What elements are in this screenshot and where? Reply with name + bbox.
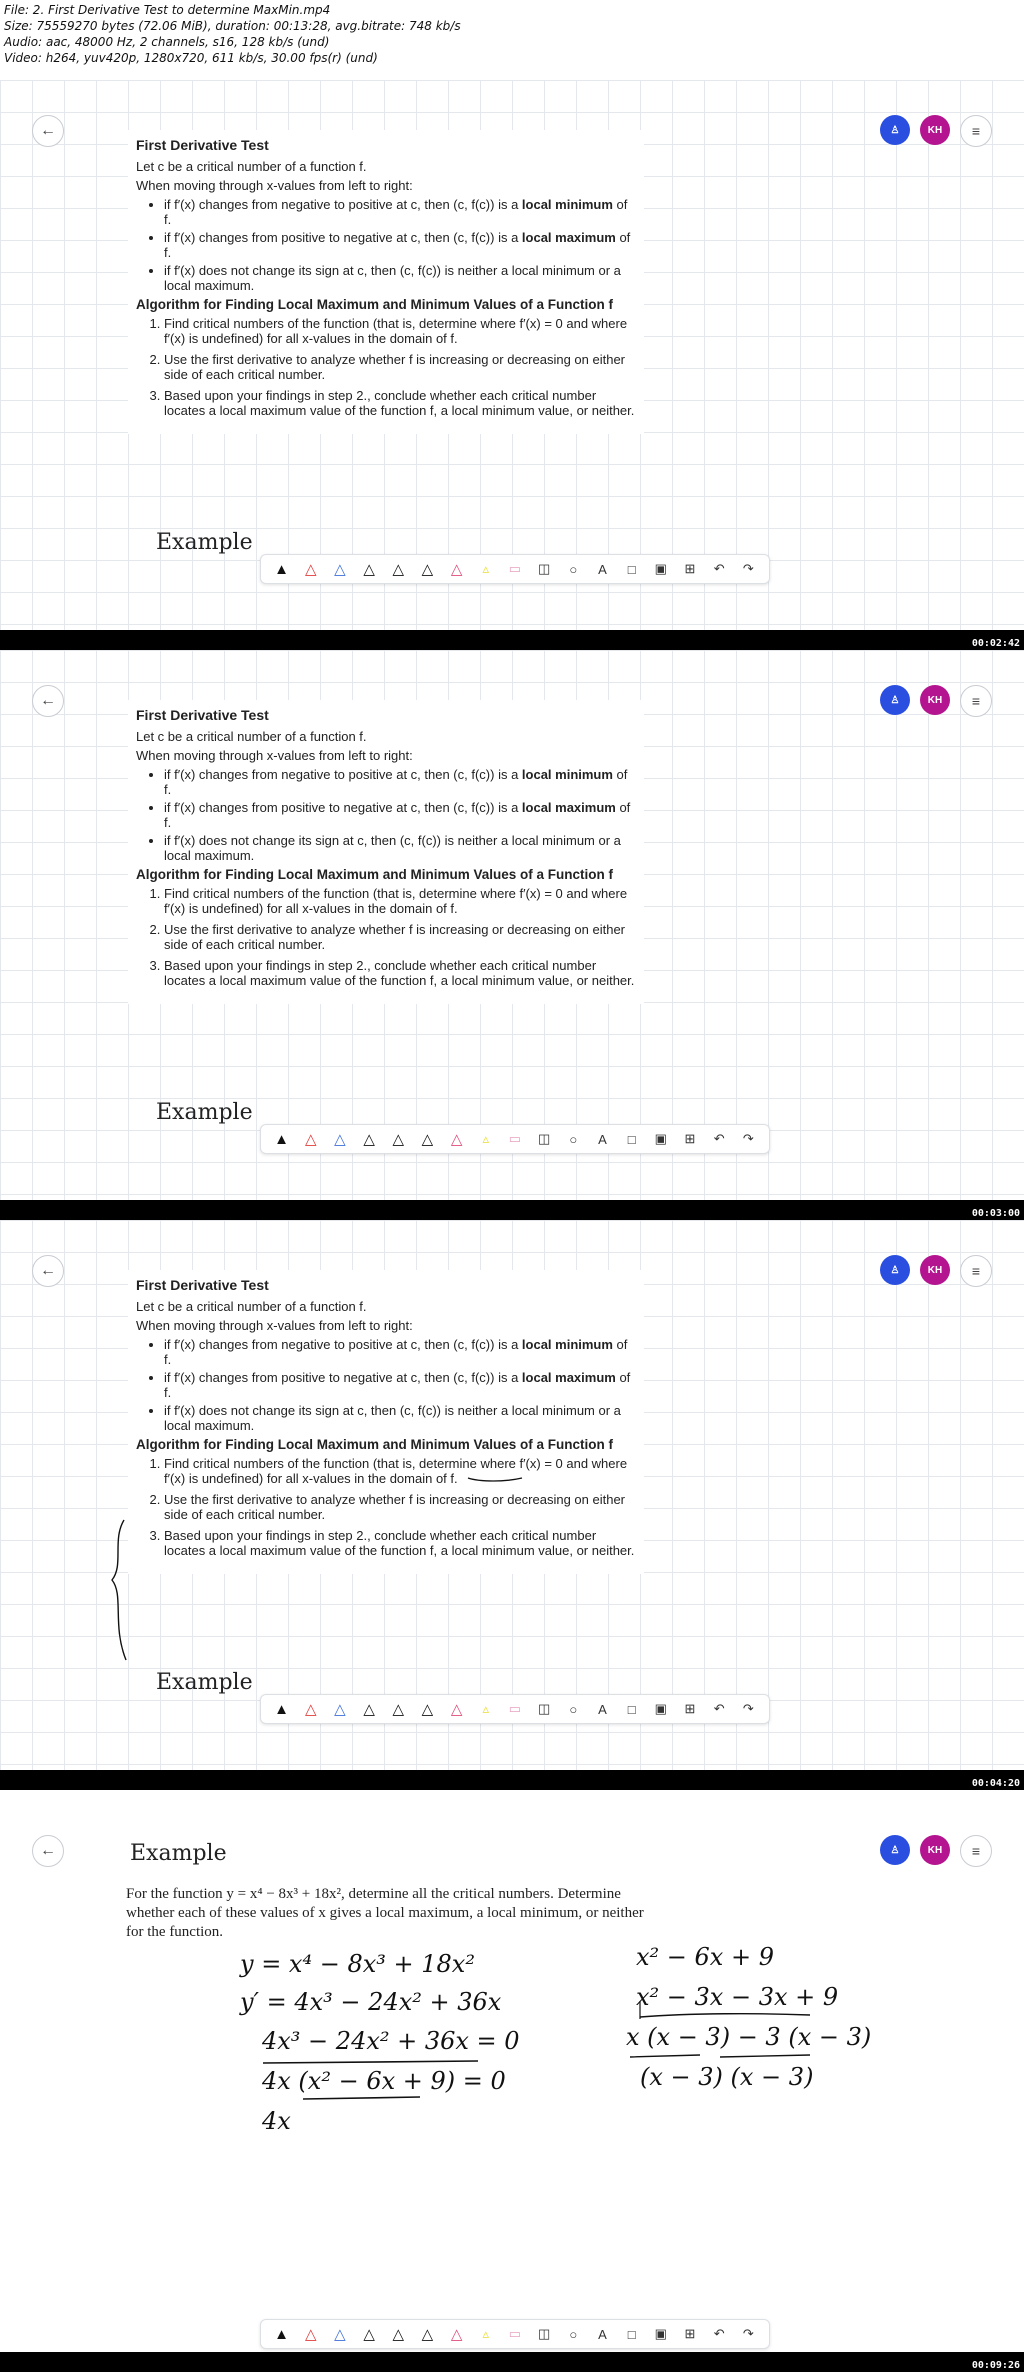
- video-frame: [0, 80, 1024, 650]
- example-title: Example: [130, 1841, 227, 1866]
- video-frame: [0, 650, 1024, 1220]
- pen-pink-icon[interactable]: △: [450, 2326, 463, 2343]
- lesson-when: When moving through x-values from left to right:: [136, 178, 413, 193]
- audio-info-line: Audio: aac, 48000 Hz, 2 channels, s16, 128 kb/s (und): [4, 35, 330, 49]
- back-button[interactable]: [32, 1835, 64, 1867]
- pen-outline-icon[interactable]: △: [421, 561, 434, 578]
- arrow-left-icon: ←: [40, 1262, 56, 1279]
- handwritten-line: x² − 6x + 9: [636, 1943, 774, 1971]
- image-icon[interactable]: ▣: [654, 561, 667, 576]
- image-icon[interactable]: ▣: [654, 1701, 667, 1716]
- inking-toolbar: [260, 1124, 770, 1154]
- pen-gray-icon[interactable]: △: [392, 2326, 405, 2343]
- search-icon[interactable]: ○: [569, 1701, 578, 1717]
- file-info-header: [0, 0, 1024, 80]
- pen-gray-icon[interactable]: △: [392, 1131, 405, 1148]
- eraser-icon[interactable]: ▭: [508, 1701, 522, 1716]
- list-item: • if f′(x) does not change its sign at c, then (c, f(c)) is neither a local minimum or a local maximum.: [164, 833, 636, 863]
- inking-toolbar: [260, 554, 770, 584]
- menu-button[interactable]: [960, 1255, 992, 1287]
- shape-icon[interactable]: □: [627, 1131, 636, 1147]
- lesson-intro: Let c be a critical number of a function f.: [136, 729, 367, 744]
- back-button[interactable]: [32, 115, 64, 147]
- example-handwritten-label: Example: [156, 1670, 253, 1695]
- user-avatar[interactable]: [880, 685, 910, 715]
- video-info-line: Video: h264, yuv420p, 1280x720, 611 kb/s, 30.00 fps(r) (und): [4, 51, 378, 65]
- pen-red-icon[interactable]: △: [304, 1131, 317, 1148]
- pen-black-icon[interactable]: ▲: [274, 1130, 289, 1148]
- pen-blue-icon[interactable]: △: [334, 1701, 346, 1718]
- user-avatar[interactable]: [880, 115, 910, 145]
- lasso-icon[interactable]: ◫: [537, 2326, 551, 2341]
- list-item: 2. Use the first derivative to analyze whether f is increasing or decreasing on either side of each critical number.: [164, 352, 636, 382]
- inking-toolbar: [260, 1694, 770, 1724]
- pen-red-icon[interactable]: △: [304, 2326, 317, 2343]
- handwritten-line: x (x − 3) − 3 (x − 3): [626, 2023, 872, 2051]
- eraser-icon[interactable]: ▭: [508, 1131, 522, 1146]
- person-icon: ♙: [890, 124, 900, 136]
- redo-icon[interactable]: ↷: [742, 1701, 754, 1716]
- add-page-icon[interactable]: ⊞: [684, 2326, 696, 2341]
- user-avatar[interactable]: [880, 1835, 910, 1865]
- algorithm-title: Algorithm for Finding Local Maximum and Minimum Values of a Function f: [136, 297, 614, 312]
- frame-timestamp: 00:02:42: [971, 638, 1020, 649]
- lesson-card: [128, 1270, 644, 1574]
- file-size-line: Size: 75559270 bytes (72.06 MiB), duration: 00:13:28, avg.bitrate: 748 kb/s: [4, 19, 461, 33]
- redo-icon[interactable]: ↷: [742, 2326, 754, 2341]
- lesson-when: When moving through x-values from left to right:: [136, 1318, 413, 1333]
- lesson-intro: Let c be a critical number of a function f.: [136, 159, 367, 174]
- pen-black-icon[interactable]: ▲: [274, 560, 289, 578]
- lesson-title: First Derivative Test: [136, 707, 269, 723]
- handwritten-line: 4x³ − 24x² + 36x = 0: [262, 2027, 520, 2055]
- highlighter-icon[interactable]: ▵: [482, 1131, 490, 1146]
- video-frame: [0, 1805, 1024, 2372]
- pen-black-icon[interactable]: ▲: [274, 2325, 289, 2343]
- person-icon: ♙: [890, 694, 900, 706]
- undo-icon[interactable]: ↶: [713, 1701, 725, 1716]
- avatar-initials: KH: [927, 124, 943, 136]
- lesson-when: When moving through x-values from left to right:: [136, 748, 413, 763]
- frame-timestamp: 00:03:00: [971, 1208, 1020, 1219]
- text-icon[interactable]: A: [598, 561, 607, 577]
- example-handwritten-label: Example: [156, 530, 253, 555]
- pen-gray-icon[interactable]: △: [392, 561, 405, 578]
- list-item: • if f′(x) changes from positive to negative at c, then (c, f(c)) is a local maximum of f.: [164, 800, 636, 830]
- list-item: 3. Based upon your findings in step 2., conclude whether each critical number locates a local maximum value of the function f, a local minimum value, or neither.: [164, 958, 636, 988]
- list-item: • if f′(x) changes from positive to negative at c, then (c, f(c)) is a local maximum of f.: [164, 1370, 636, 1400]
- handwritten-line: y = x⁴ − 8x³ + 18x²: [240, 1950, 475, 1978]
- hamburger-icon: ≡: [971, 1263, 981, 1279]
- initials-avatar[interactable]: [920, 1835, 950, 1865]
- back-button[interactable]: [32, 1255, 64, 1287]
- pen-blue-icon[interactable]: △: [334, 561, 346, 578]
- inking-toolbar: [260, 2319, 770, 2349]
- list-item: • if f′(x) changes from positive to negative at c, then (c, f(c)) is a local maximum of f.: [164, 230, 636, 260]
- pen-dark-icon[interactable]: △: [363, 1701, 375, 1718]
- handwritten-line: y′ = 4x³ − 24x² + 36x: [240, 1988, 502, 2016]
- frame-bottom-bar: [0, 1770, 1024, 1790]
- pen-dark-icon[interactable]: △: [363, 1131, 375, 1148]
- add-page-icon[interactable]: ⊞: [684, 1701, 696, 1716]
- handwritten-line: 4x: [262, 2107, 291, 2135]
- hamburger-icon: ≡: [971, 123, 981, 139]
- menu-button[interactable]: [960, 685, 992, 717]
- lasso-icon[interactable]: ◫: [537, 1131, 551, 1146]
- pen-outline-icon[interactable]: △: [421, 2326, 434, 2343]
- pen-blue-icon[interactable]: △: [334, 2326, 346, 2343]
- pen-dark-icon[interactable]: △: [363, 561, 375, 578]
- pen-pink-icon[interactable]: △: [450, 1131, 463, 1148]
- list-item: 3. Based upon your findings in step 2., conclude whether each critical number locates a local maximum value of the function f, a local minimum value, or neither.: [164, 388, 636, 418]
- handwritten-line: 4x (x² − 6x + 9) = 0: [262, 2067, 506, 2095]
- lesson-card: [128, 700, 644, 1004]
- text-icon[interactable]: A: [598, 1701, 607, 1717]
- add-page-icon[interactable]: ⊞: [684, 1131, 696, 1146]
- person-icon: ♙: [890, 1264, 900, 1276]
- algorithm-title: Algorithm for Finding Local Maximum and Minimum Values of a Function f: [136, 1437, 614, 1452]
- lasso-icon[interactable]: ◫: [537, 1701, 551, 1716]
- shape-icon[interactable]: □: [627, 1701, 636, 1717]
- lesson-intro: Let c be a critical number of a function f.: [136, 1299, 367, 1314]
- pen-outline-icon[interactable]: △: [421, 1701, 434, 1718]
- pen-outline-icon[interactable]: △: [421, 1131, 434, 1148]
- menu-button[interactable]: [960, 115, 992, 147]
- lesson-card: [128, 130, 644, 434]
- pen-red-icon[interactable]: △: [304, 561, 317, 578]
- undo-icon[interactable]: ↶: [713, 2326, 725, 2341]
- lasso-icon[interactable]: ◫: [537, 561, 551, 576]
- search-icon[interactable]: ○: [569, 1131, 578, 1147]
- shape-icon[interactable]: □: [627, 2326, 636, 2342]
- person-icon: ♙: [890, 1844, 900, 1856]
- search-icon[interactable]: ○: [569, 561, 578, 577]
- lesson-title: First Derivative Test: [136, 1277, 269, 1293]
- test-bullets: [136, 197, 636, 293]
- image-icon[interactable]: ▣: [654, 2326, 667, 2341]
- file-name-line: File: 2. First Derivative Test to determine MaxMin.mp4: [4, 3, 331, 17]
- list-item: • if f′(x) does not change its sign at c, then (c, f(c)) is neither a local minimum or a local maximum.: [164, 263, 636, 293]
- list-item: • if f′(x) does not change its sign at c, then (c, f(c)) is neither a local minimum or a local maximum.: [164, 1403, 636, 1433]
- pen-pink-icon[interactable]: △: [450, 1701, 463, 1718]
- lesson-title: First Derivative Test: [136, 137, 269, 153]
- text-icon[interactable]: A: [598, 2326, 607, 2342]
- frame-bottom-bar: [0, 1200, 1024, 1220]
- arrow-left-icon: ←: [40, 692, 56, 709]
- initials-avatar[interactable]: [920, 1255, 950, 1285]
- list-item: 1. Find critical numbers of the function (that is, determine where f′(x) = 0 and where f′(x) is undefined) for all x-values in the domain of f.: [164, 1456, 636, 1486]
- frame-bottom-bar: [0, 630, 1024, 650]
- arrow-left-icon: ←: [40, 1842, 56, 1859]
- redo-icon[interactable]: ↷: [742, 561, 754, 576]
- eraser-icon[interactable]: ▭: [508, 2326, 522, 2341]
- undo-icon[interactable]: ↶: [713, 561, 725, 576]
- highlighter-icon[interactable]: ▵: [482, 2326, 490, 2341]
- list-item: • if f′(x) changes from negative to positive at c, then (c, f(c)) is a local minimum of f.: [164, 1337, 636, 1367]
- test-bullets: [136, 1337, 636, 1433]
- test-bullets: [136, 767, 636, 863]
- frame-timestamp: 00:09:26: [971, 2360, 1020, 2371]
- algorithm-title: Algorithm for Finding Local Maximum and Minimum Values of a Function f: [136, 867, 614, 882]
- algorithm-steps: [136, 1456, 636, 1558]
- list-item: 2. Use the first derivative to analyze whether f is increasing or decreasing on either side of each critical number.: [164, 1492, 636, 1522]
- undo-icon[interactable]: ↶: [713, 1131, 725, 1146]
- list-item: • if f′(x) changes from negative to positive at c, then (c, f(c)) is a local minimum of f.: [164, 767, 636, 797]
- avatar-initials: KH: [927, 1264, 943, 1276]
- list-item: • if f′(x) changes from negative to positive at c, then (c, f(c)) is a local minimum of f.: [164, 197, 636, 227]
- arrow-left-icon: ←: [40, 122, 56, 139]
- back-button[interactable]: [32, 685, 64, 717]
- algorithm-steps: [136, 316, 636, 418]
- pen-gray-icon[interactable]: △: [392, 1701, 405, 1718]
- initials-avatar[interactable]: [920, 685, 950, 715]
- redo-icon[interactable]: ↷: [742, 1131, 754, 1146]
- handwritten-line: x² − 3x − 3x + 9: [636, 1983, 839, 2011]
- list-item: 1. Find critical numbers of the function (that is, determine where f′(x) = 0 and where f′(x) is undefined) for all x-values in the domain of f.: [164, 316, 636, 346]
- pen-dark-icon[interactable]: △: [363, 2326, 375, 2343]
- pen-red-icon[interactable]: △: [304, 1701, 317, 1718]
- highlighter-icon[interactable]: ▵: [482, 561, 490, 576]
- pen-black-icon[interactable]: ▲: [274, 1700, 289, 1718]
- pen-blue-icon[interactable]: △: [334, 1131, 346, 1148]
- frame-timestamp: 00:04:20: [971, 1778, 1020, 1789]
- handwritten-line: (x − 3) (x − 3): [640, 2063, 814, 2091]
- algorithm-steps: [136, 886, 636, 988]
- eraser-icon[interactable]: ▭: [508, 561, 522, 576]
- avatar-initials: KH: [927, 694, 943, 706]
- text-icon[interactable]: A: [598, 1131, 607, 1147]
- video-frame: [0, 1220, 1024, 1790]
- list-item: 2. Use the first derivative to analyze whether f is increasing or decreasing on either side of each critical number.: [164, 922, 636, 952]
- shape-icon[interactable]: □: [627, 561, 636, 577]
- example-handwritten-label: Example: [156, 1100, 253, 1125]
- initials-avatar[interactable]: [920, 115, 950, 145]
- list-item: 1. Find critical numbers of the function (that is, determine where f′(x) = 0 and where f′(x) is undefined) for all x-values in the domain of f.: [164, 886, 636, 916]
- menu-button[interactable]: [960, 1835, 992, 1867]
- hamburger-icon: ≡: [971, 693, 981, 709]
- user-avatar[interactable]: [880, 1255, 910, 1285]
- frame-bottom-bar: [0, 2352, 1024, 2372]
- add-page-icon[interactable]: ⊞: [684, 561, 696, 576]
- list-item: 3. Based upon your findings in step 2., conclude whether each critical number locates a local maximum value of the function f, a local minimum value, or neither.: [164, 1528, 636, 1558]
- highlighter-icon[interactable]: ▵: [482, 1701, 490, 1716]
- hamburger-icon: ≡: [971, 1843, 981, 1859]
- search-icon[interactable]: ○: [569, 2326, 578, 2342]
- pen-pink-icon[interactable]: △: [450, 561, 463, 578]
- problem-statement: For the function y = x⁴ − 8x³ + 18x², determine all the critical numbers. Determine whether each of these values of x gives a local maximum, a local minimum, or neither for the function.: [126, 1886, 644, 1940]
- avatar-initials: KH: [927, 1844, 943, 1856]
- image-icon[interactable]: ▣: [654, 1131, 667, 1146]
